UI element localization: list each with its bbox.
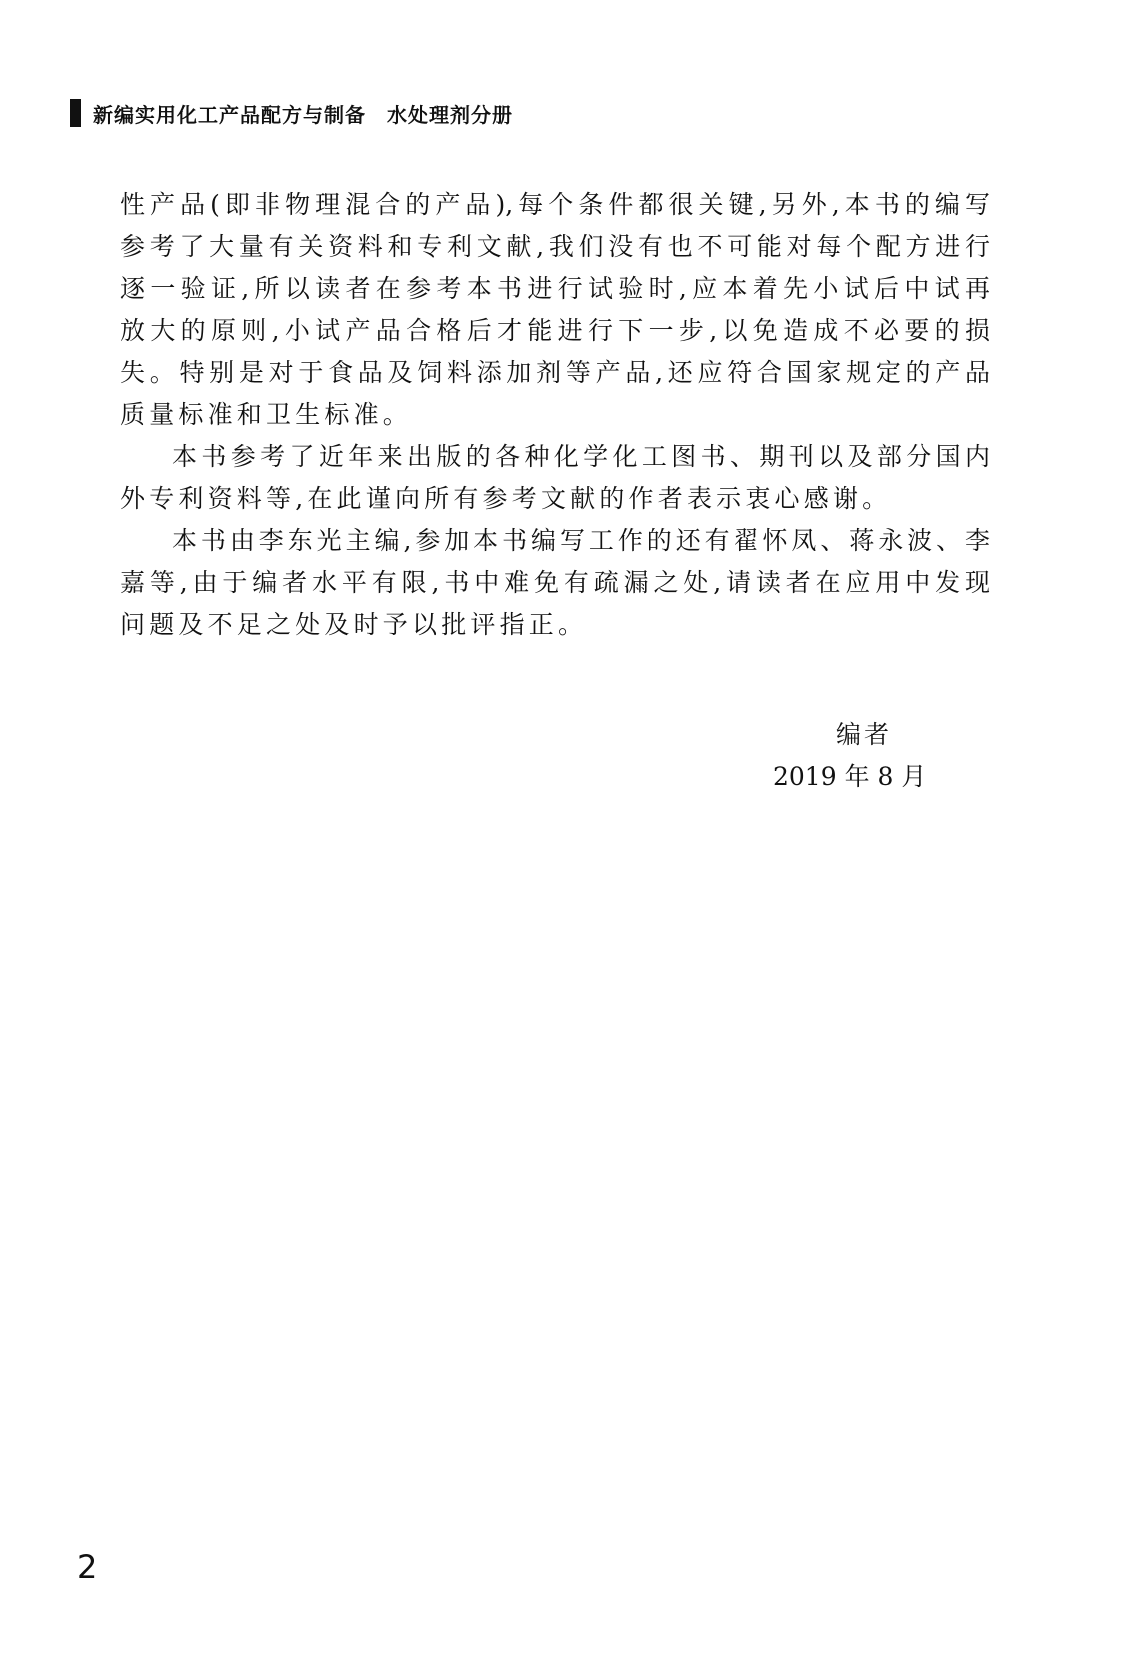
- paragraph-line: 嘉等,由于编者水平有限,书中难免有疏漏之处,请读者在应用中发现: [120, 568, 990, 597]
- paragraph-line: 性产品(即非物理混合的产品),每个条件都很关键,另外,本书的编写: [120, 190, 990, 219]
- paragraph-line: 本书参考了近年来出版的各种化学化工图书、期刊以及部分国内: [172, 442, 990, 471]
- page-number: 2: [77, 1548, 98, 1586]
- paragraph-line: 问题及不足之处及时予以批评指正。: [120, 610, 588, 639]
- paragraph-line: 参考了大量有关资料和专利文献,我们没有也不可能对每个配方进行: [120, 232, 990, 261]
- signature-author: 编者: [836, 720, 893, 749]
- running-header: [70, 98, 513, 128]
- signature-date: 2019 年 8 月: [773, 762, 927, 791]
- body-text: [120, 184, 990, 646]
- paragraph-line: 放大的原则,小试产品合格后才能进行下一步,以免造成不必要的损: [120, 316, 990, 345]
- paragraph-line: 质量标准和卫生标准。: [120, 400, 413, 429]
- book-title: 新编实用化工产品配方与制备 水处理剂分册: [93, 102, 513, 127]
- paragraph-line: 外专利资料等,在此谨向所有参考文献的作者表示衷心感谢。: [120, 484, 892, 513]
- header-marker-bar: [70, 99, 81, 127]
- paragraph-line: 失。特别是对于食品及饲料添加剂等产品,还应符合国家规定的产品: [120, 358, 990, 387]
- paragraph-line: 逐一验证,所以读者在参考本书进行试验时,应本着先小试后中试再: [120, 274, 990, 303]
- paragraph-line: 本书由李东光主编,参加本书编写工作的还有翟怀凤、蒋永波、李: [172, 526, 990, 555]
